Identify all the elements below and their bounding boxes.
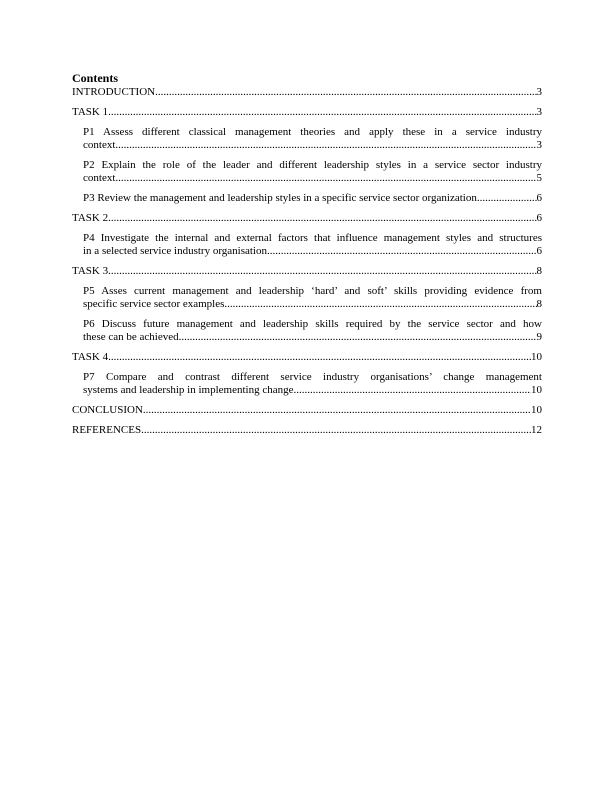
toc-entry-text-line: P6 Discuss future management and leadership skills required by the service sector and how (83, 318, 542, 330)
toc-entry-text-line: P4 Investigate the internal and external factors that influence management styles and structures (83, 232, 542, 244)
toc-entry-link[interactable] (72, 212, 542, 225)
toc-page-number: 8 (536, 265, 542, 277)
toc-entry-final-line (83, 331, 542, 344)
toc-entry-label: systems and leadership in implementing change (83, 384, 294, 396)
toc-entry-label: in a selected service industry organisation (83, 245, 267, 257)
dot-leader (115, 139, 536, 152)
dot-leader (155, 86, 536, 99)
toc-entry-final-line (83, 384, 542, 397)
toc-entry-label: specific service sector examples (83, 298, 225, 310)
toc-entry-link[interactable] (72, 424, 542, 437)
toc-page-number: 10 (531, 351, 542, 363)
dot-leader (115, 172, 536, 185)
toc-entry-final-line (72, 106, 542, 119)
toc-entry-text-line: P7 Compare and contrast different service industry organisations’ change management (83, 371, 542, 383)
toc-entry-label: context (83, 139, 116, 151)
toc-entry-link[interactable] (83, 318, 542, 344)
dot-leader (293, 384, 531, 397)
toc-page-number: 9 (536, 331, 542, 343)
toc-entry-final-line (72, 404, 542, 417)
document-page (72, 71, 542, 444)
toc-entry-label: CONCLUSION (72, 404, 143, 416)
toc-entry (72, 192, 542, 205)
toc-entry (72, 86, 542, 99)
toc-entry-final-line (72, 424, 542, 437)
toc-entry-final-line (83, 245, 542, 258)
dot-leader (267, 245, 537, 258)
toc-entry (72, 351, 542, 364)
dot-leader (179, 331, 537, 344)
toc-entry-label: TASK 2 (72, 212, 109, 224)
toc-entry-final-line (83, 298, 542, 311)
toc-entry (72, 126, 542, 152)
toc-entry-link[interactable] (83, 285, 542, 311)
dot-leader (141, 424, 531, 437)
toc-entry (72, 424, 542, 437)
dot-leader (108, 212, 536, 225)
dot-leader (143, 404, 531, 417)
toc-entry (72, 232, 542, 258)
toc-entry-link[interactable] (83, 232, 542, 258)
toc-entry-final-line (72, 86, 542, 99)
toc-entry (72, 212, 542, 225)
toc-entry-link[interactable] (72, 265, 542, 278)
toc-entry-link[interactable] (72, 86, 542, 99)
toc-entry-text-line: P1 Assess different classical management theories and apply these in a service industry (83, 126, 542, 138)
toc-list (72, 86, 542, 437)
toc-entry-text-line: P2 Explain the role of the leader and different leadership styles in a service sector industry (83, 159, 542, 171)
toc-entry-text-line: P5 Asses current management and leadership ‘hard’ and soft’ skills providing evidence from (83, 285, 542, 297)
toc-entry-final-line (72, 351, 542, 364)
toc-entry-label: INTRODUCTION (72, 86, 156, 98)
toc-entry (72, 159, 542, 185)
toc-page-number: 3 (536, 106, 542, 118)
toc-entry (72, 318, 542, 344)
toc-entry-final-line (83, 192, 542, 205)
toc-entry-final-line (83, 139, 542, 152)
toc-page-number: 10 (531, 384, 542, 396)
toc-page-number: 8 (536, 298, 542, 310)
toc-entry-final-line (72, 212, 542, 225)
toc-page-number: 6 (536, 192, 542, 204)
toc-entry-label: these can be achieved (83, 331, 179, 343)
toc-entry-link[interactable] (83, 126, 542, 152)
toc-entry-link[interactable] (83, 192, 542, 205)
toc-entry-link[interactable] (83, 159, 542, 185)
dot-leader (108, 351, 531, 364)
toc-page-number: 6 (536, 212, 542, 224)
toc-entry (72, 265, 542, 278)
toc-page-number: 6 (536, 245, 542, 257)
toc-entry-label: P3 Review the management and leadership styles in a specific service sector organization (83, 192, 477, 204)
toc-entry-label: TASK 3 (72, 265, 109, 277)
toc-entry-link[interactable] (72, 106, 542, 119)
toc-page-number: 12 (531, 424, 542, 436)
dot-leader (108, 106, 536, 119)
toc-entry-label: REFERENCES (72, 424, 142, 436)
toc-entry-link[interactable] (72, 404, 542, 417)
dot-leader (477, 192, 537, 205)
toc-entry-label: context (83, 172, 116, 184)
toc-page-number: 3 (536, 139, 542, 151)
toc-entry (72, 106, 542, 119)
dot-leader (108, 265, 536, 278)
toc-page-number: 3 (536, 86, 542, 98)
toc-entry (72, 404, 542, 417)
toc-page-number: 10 (531, 404, 542, 416)
toc-entry (72, 371, 542, 397)
toc-entry-label: TASK 1 (72, 106, 109, 118)
dot-leader (224, 298, 536, 311)
toc-entry-link[interactable] (72, 351, 542, 364)
toc-entry-link[interactable] (83, 371, 542, 397)
toc-entry (72, 285, 542, 311)
toc-entry-final-line (72, 265, 542, 278)
toc-page-number: 5 (536, 172, 542, 184)
toc-title: Contents (72, 71, 119, 85)
toc-entry-label: TASK 4 (72, 351, 109, 363)
toc-entry-final-line (83, 172, 542, 185)
